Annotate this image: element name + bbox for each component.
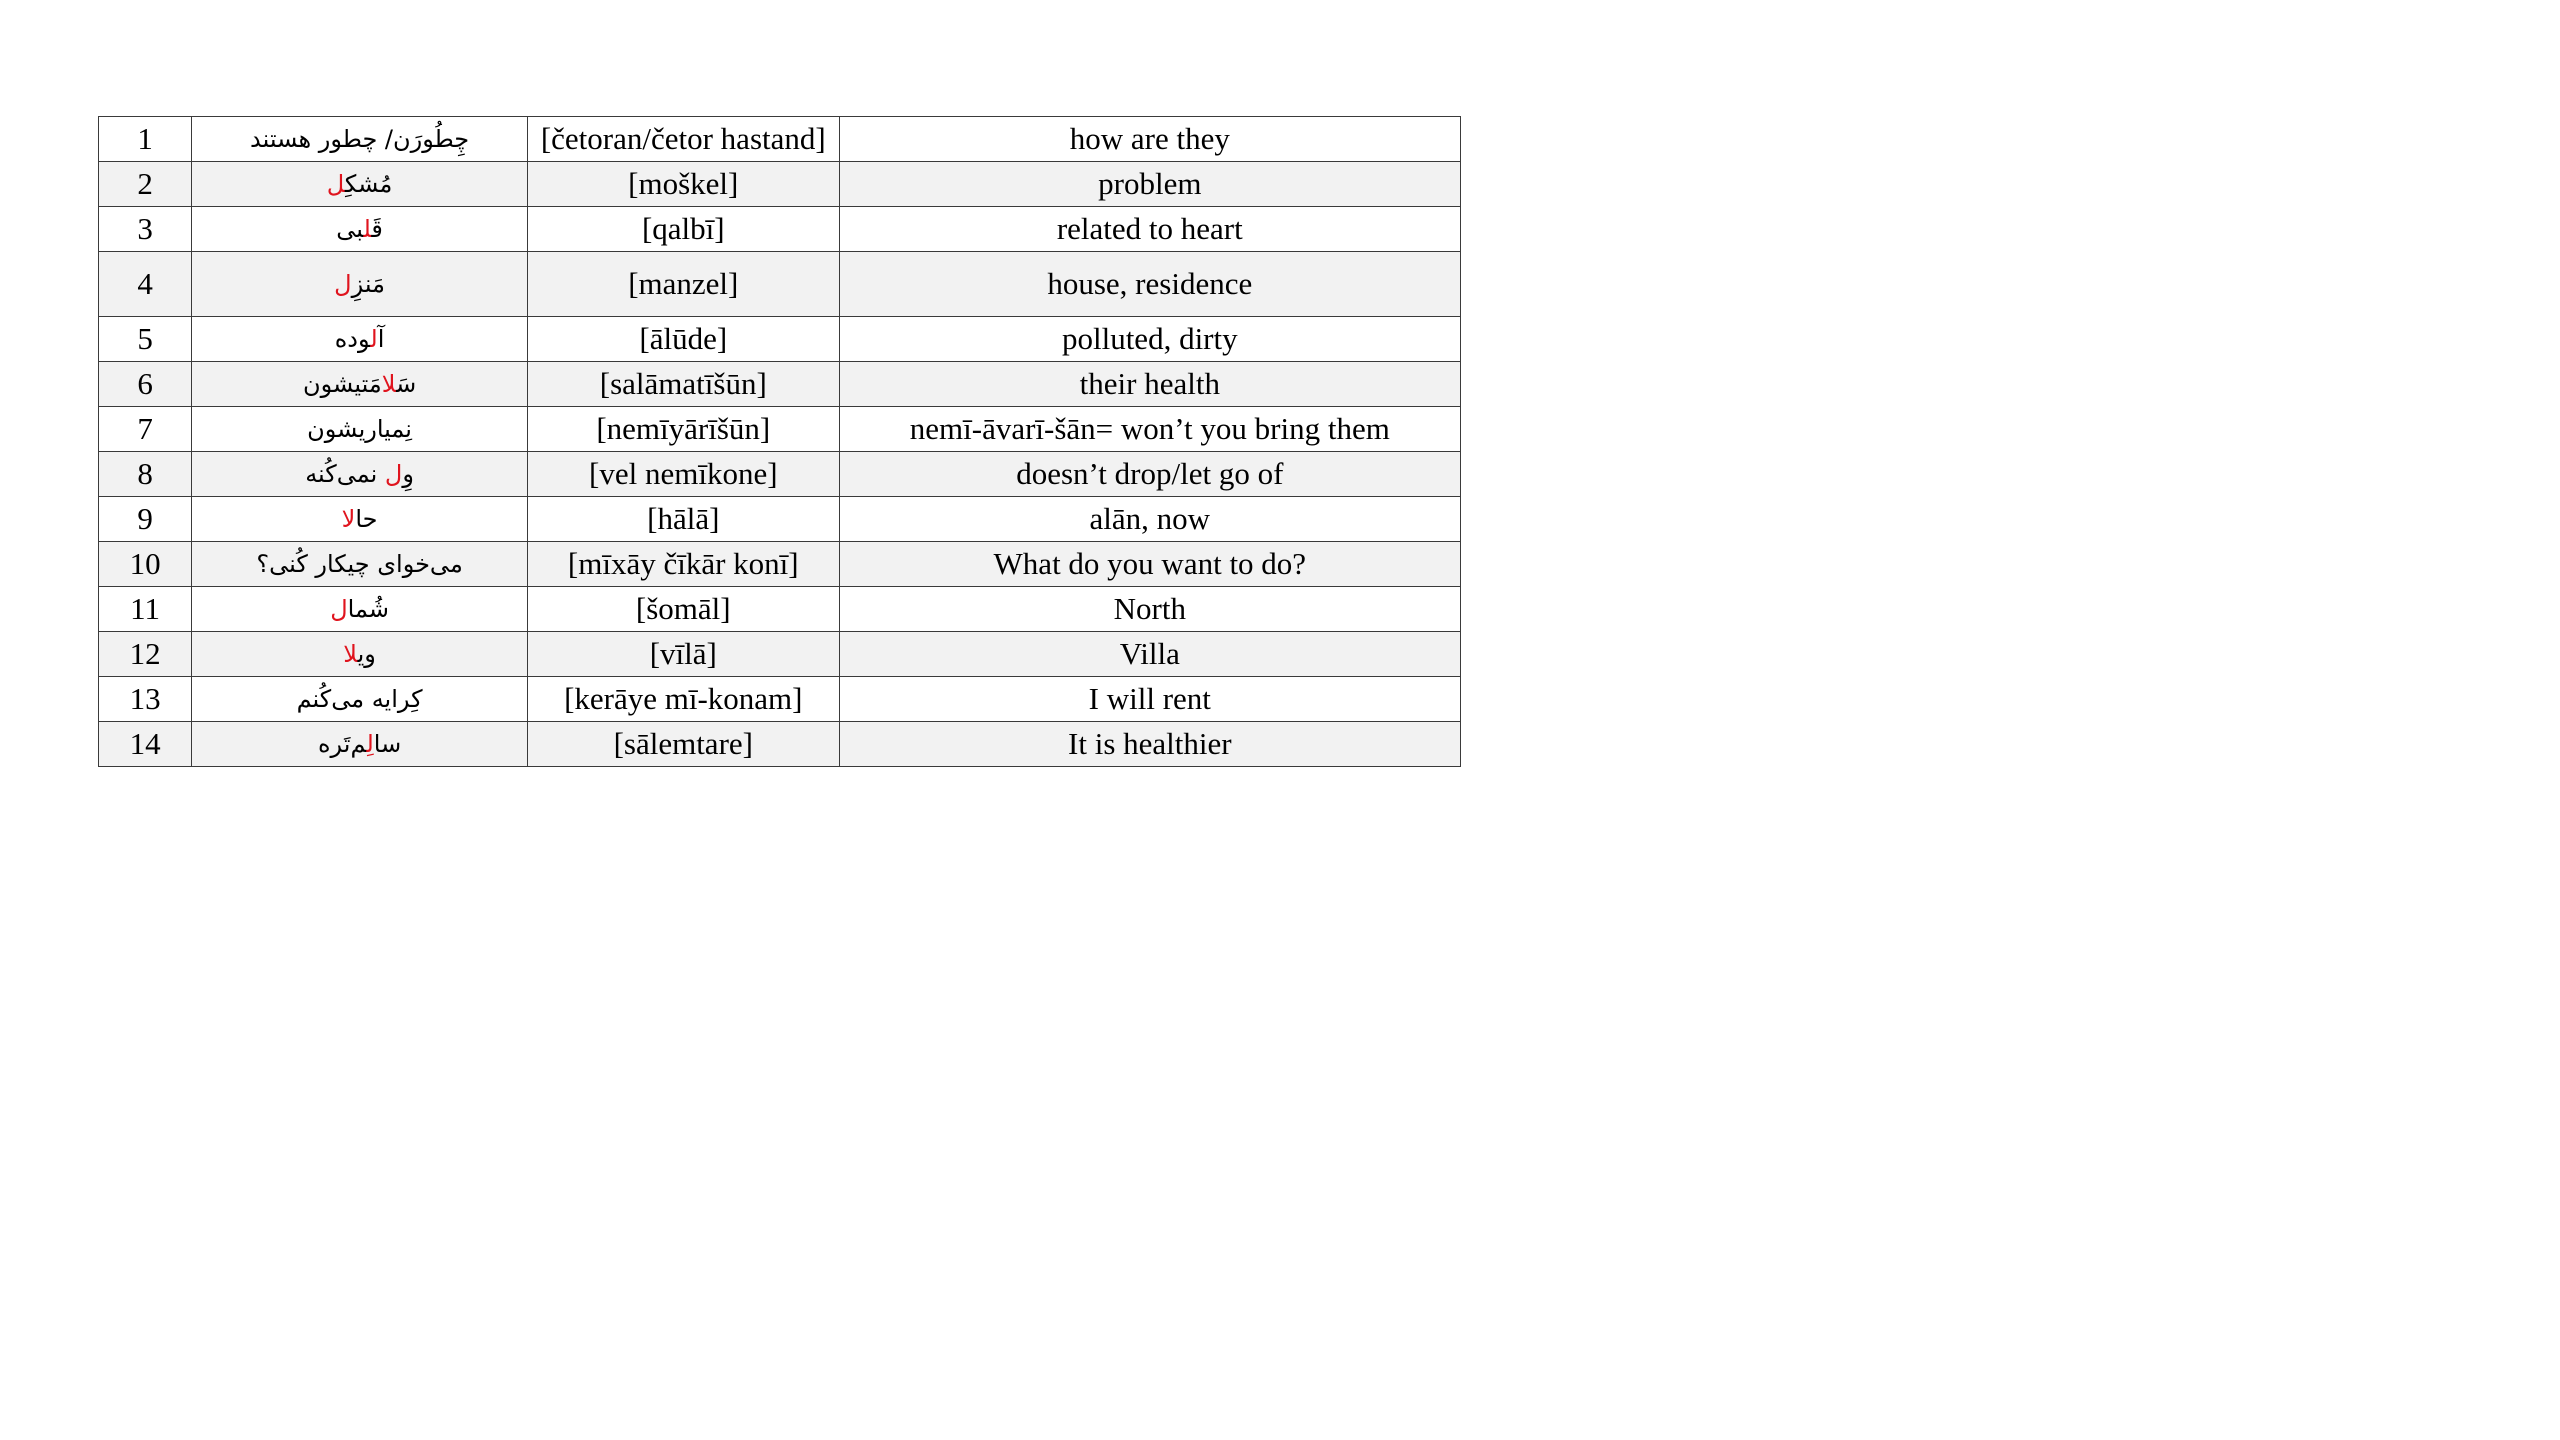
english-gloss: how are they [839,117,1460,162]
table-row [99,497,1461,542]
table-row [99,722,1461,767]
english-gloss: Villa [839,632,1460,677]
transliteration: [sālemtare] [527,722,839,767]
english-gloss: house, residence [839,252,1460,317]
persian-word: ویلا [192,632,528,677]
row-number: 7 [99,407,192,452]
transliteration: [ālūde] [527,317,839,362]
persian-word: می‌خوای چیکار کُنی؟ [192,542,528,587]
english-gloss: nemī-āvarī-šān= won’t you bring them [839,407,1460,452]
transliteration: [salāmatīšūn] [527,362,839,407]
transliteration: [hālā] [527,497,839,542]
persian-word: مَنزِل [192,252,528,317]
english-gloss: I will rent [839,677,1460,722]
table-row [99,542,1461,587]
table-row [99,162,1461,207]
row-number: 9 [99,497,192,542]
persian-word: سَلامَتیشون [192,362,528,407]
english-gloss: doesn’t drop/let go of [839,452,1460,497]
transliteration: [kerāye mī-konam] [527,677,839,722]
row-number: 4 [99,252,192,317]
table-row [99,117,1461,162]
persian-word: چِطُورَن/ چطور هستند [192,117,528,162]
english-gloss: their health [839,362,1460,407]
persian-word: کِرایه می‌کُنم [192,677,528,722]
persian-word: سالِم‌تَره [192,722,528,767]
row-number: 13 [99,677,192,722]
persian-word: شُمال [192,587,528,632]
english-gloss: related to heart [839,207,1460,252]
transliteration: [vel nemīkone] [527,452,839,497]
english-gloss: alān, now [839,497,1460,542]
transliteration: [qalbī] [527,207,839,252]
transliteration: [nemīyārīšūn] [527,407,839,452]
english-gloss: North [839,587,1460,632]
row-number: 8 [99,452,192,497]
english-gloss: It is healthier [839,722,1460,767]
persian-word: آلوده [192,317,528,362]
table-row [99,632,1461,677]
table-row [99,677,1461,722]
row-number: 10 [99,542,192,587]
row-number: 11 [99,587,192,632]
persian-word: قَلبی [192,207,528,252]
english-gloss: polluted, dirty [839,317,1460,362]
table-row [99,587,1461,632]
persian-word: مُشکِل [192,162,528,207]
row-number: 3 [99,207,192,252]
row-number: 14 [99,722,192,767]
row-number: 5 [99,317,192,362]
row-number: 6 [99,362,192,407]
transliteration: [vīlā] [527,632,839,677]
table-row [99,452,1461,497]
table-row [99,252,1461,317]
table-row [99,317,1461,362]
transliteration: [četoran/četor hastand] [527,117,839,162]
table-row [99,407,1461,452]
row-number: 1 [99,117,192,162]
persian-word: وِل نمی‌کُنه [192,452,528,497]
transliteration: [manzel] [527,252,839,317]
table-row [99,207,1461,252]
transliteration: [mīxāy čīkār konī] [527,542,839,587]
row-number: 2 [99,162,192,207]
transliteration: [moškel] [527,162,839,207]
persian-word: حالا [192,497,528,542]
persian-word: نِمیاریشون [192,407,528,452]
english-gloss: What do you want to do? [839,542,1460,587]
table-row [99,362,1461,407]
transliteration: [šomāl] [527,587,839,632]
vocabulary-table [98,116,1461,767]
english-gloss: problem [839,162,1460,207]
row-number: 12 [99,632,192,677]
